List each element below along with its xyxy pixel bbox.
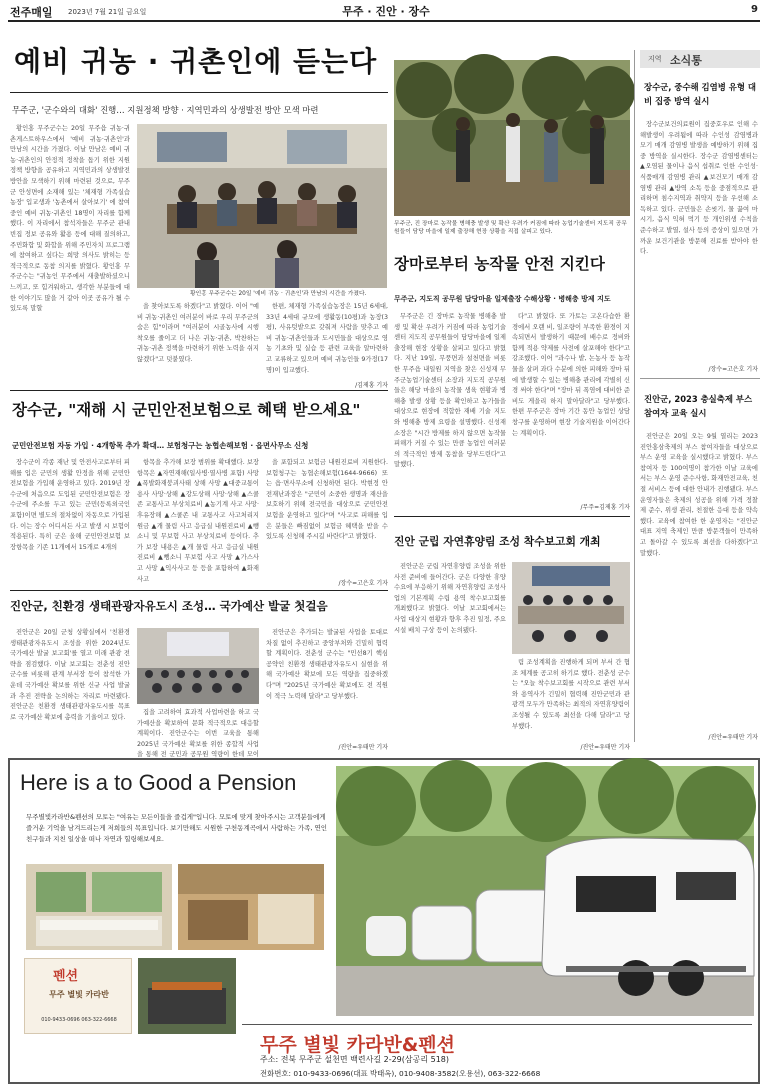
lead-col1: 황인홍 무주군수는 20일 무주읍 귀농·귀촌게스트하우스에서 '예비 귀농·귀촌인'과 만남의 시간을 가졌다. 이날 만남은 예비 귀농·귀촌인의 안정적 정착을 돕기 위한 지원정책 방향을 공유하고 지역민과의 상생발전 방안을 모색하기 위해 마련된 것으로, 무주군 안성면에 소재해 있는 '체재형 가족실습농장' 입교생과 '농촌에서 살아보기' 에 참여 중인 예비 귀농·귀촌인 18명이 자리를 함께 했다. 이 자리에서 참석자들은 무주군 관내 빈집 정보 공유와 활용 등에 대해 질의하고, 주민화합 및 화합을 위해 주민자치 프로그램에 참여하고 싶다는 희망 의사도 밝히는 등 적극적으로 동참 의지를 밝혔다. 황인홍 무주군수는 "귀농인 무주에서 새출발하셨으니 느끼고, 또 힘겨워하고, 생각한 부분들에 대한 이야기도 많을 거 같아 이곳 공유가 될 수 있도록 말할 — [10, 125, 130, 313]
masthead — [10, 4, 762, 20]
farm-bottom-rule — [394, 516, 630, 517]
ad-logo-top: 펜션 — [53, 969, 79, 984]
orchard-photo-icon — [394, 60, 630, 216]
ad-title: Here is a to Good a Pension — [20, 770, 297, 795]
masthead-paper: 전주매일 — [10, 6, 53, 19]
forest-photo — [512, 562, 630, 654]
briefing-photo-icon — [512, 562, 630, 654]
sidebar-news2-body: 진안군은 20일 오는 9월 열리는 2023 진안홍삼축제의 부스 참여자들을 대상으로 부스 운영 교육을 실시했다고 밝혔다. 부스 참여자 등 100여명이 참가한 이날 교육에서는 부스 운영 준수사항, 화재안전교육, 친절 서비스 등에 대한 안내가 진행됐다. 부스 운영자들은 축제의 성공을 위해 가격 정찰제 준수, 위생 관리, 친절한 응대 등을 약속했다. 교육에 참여한 한 운영자는 "진안군 대표 지역 축제인 만큼 방문객들이 만족하고 돌아갈 수 있도록 최선을 다하겠다"고 말했다. — [640, 433, 758, 557]
sidebar-divider — [634, 50, 635, 742]
farm-col2: 다"고 밝혔다. 또 가토는 고온다습한 환경에서 오랜 비, 일조량이 부족한 환경이 지속되면서 발생하기 때문에 배수로 정비와 함께 적용 약제를 사전에 살포해야 한다"고 강조했다. 이어 "과수나 밭, 논농사 등 농작물을 살펴 과다 수분에 의한 피해와 장마 뒤에 발생할 수 있는 병해충 관리에 각별히 신경 써야 한다"며 "장마 뒤 폭염에 대비한 준비도 게을리 하지 말아달라"고 당부했다. 한편 무주군은 장마 기간 동안 농업인 상담창구를 운영하며 현장 기술지원을 이어간다는 계획이다. — [512, 313, 630, 437]
ad-phone-row — [260, 1068, 540, 1079]
forest-col2: 림 조성계획을 진행하게 되며 부서 간 협조 체계를 공고히 하기로 했다. 전춘성 군수는 "오늘 착수보고회를 시작으로 관련 부서와 용역사가 긴밀히 협력해 진안군민과 관광객 모두가 만족하는 최적의 자연휴양림이 조성될 수 있도록 최선을 다해 달라"고 당부했다. — [512, 659, 630, 730]
sidebar-news2-title: 진안군, 2023 충실축제 부스 참여자 교육 실시 — [644, 394, 753, 418]
farm-subhead: 무주군, 지도직 공무원 담당마을 일제출장 수해상황 · 병해충 방제 지도 — [394, 295, 611, 303]
seminar-photo-icon — [137, 628, 259, 704]
ad-divider — [242, 1024, 752, 1025]
ad-address: 전북 무주군 설천면 백련사길 2-29(삼공리 518) — [280, 1055, 450, 1064]
ad-phone: 010-9433-0696(대표 박태옥), 010-9408-3582(오용선), 063-322-6668 — [293, 1069, 541, 1078]
sidebar-header-prefix: 지역 — [648, 55, 662, 63]
sidebar-mid-rule — [640, 378, 760, 379]
ad-photo-3 — [138, 958, 236, 1034]
camper-photo-icon — [336, 766, 754, 1016]
ad-box — [8, 758, 760, 1084]
insurance-bottom-rule — [10, 590, 388, 591]
sidebar-news2-byline: /진안=우태만 기자 — [708, 734, 758, 741]
insurance-headline: 장수군, "재해 시 군민안전보험으로 혜택 받으세요" — [12, 401, 361, 419]
ad-address-row — [260, 1054, 449, 1065]
ad-intro: 무주별빛카라반&펜션의 모토는 "여유는 모든이들을 즐겁게"입니다. 모토에 맞게 찾아주시는 고객분들에게 즐거운 기억을 남겨드리는게 저희들의 목표입니다. 보기만해도 시원한 구천동계곡에서 사람하는 가족, 연인 친구들과 지친 일상을 떠나 자연과 힐링해보세요. — [26, 813, 328, 843]
masthead-date: 2023년 7월 21일 금요일 — [68, 8, 147, 16]
eco-col2: 집을 고려하여 효과적 사업마련을 하고 국가예산을 확보하여 문화 적극적으로 대응할 계획이다. 진안군수는 이번 교육을 통해 2025년 국가예산 확보를 위한 종합적 사업을 통해 전 군민과 공무원 역량이 한데 모이 — [137, 709, 259, 759]
insurance-byline: /장수=고은호 기자 — [338, 580, 388, 587]
eco-col1: 진안군은 20일 군청 상황실에서 '친환경 생태관광자유도시 조성을 위한 2024년도 국가예산 발굴 보고회'를 열고 미래 관광 전략을 점검했다. 이날 보고회는 전춘성 진안군수를 비롯해 관계 부서장 등이 참석한 가운데 국가예산 확보를 위한 신규 사업 발굴과 추진 전략을 논의하는 자리로 마련됐다. 진안군은 친환경 생태관광자유도시를 목표로 국가예산 확보에 총력을 기울이고 있다. — [10, 629, 130, 721]
ad-logo-mid: 무주 별빛 카라반 — [49, 990, 109, 999]
masthead-section: 무주 · 진안 · 장수 — [342, 5, 430, 18]
insurance-col3: 을 포함되고 보험금 내원진료비 지원한다. 보험청구는 농협손해보험(1644-9666) 또는 읍·면사무소에 신청하면 된다. 박현정 안전재난과장은 "군민이 소중한 생명과 재산을 보호하기 위해 전국민을 대상으로 군민안전보험을 운영하고 있다"며 "사고로 피해를 입은 분들은 빠짐없이 보험금 혜택을 받을 수 있도록 신청해 주시길 바란다"고 밝혔다. — [266, 459, 388, 541]
insurance-subhead: 군민안전보험 자동 가입 · 4개항목 추가 확대… 보험청구는 농협손해보험 · 읍면사무소 신청 — [12, 441, 309, 450]
lead-col3: 한편, 체재형 가족실습농장은 15년 6세대, 33년 4세대 규모에 생활동(10평)과 농장(3평), 사유텃밭으로 갖춰져 사람을 맞추고 예비 귀농·귀촌인들과 도시민들을 대상으로 영농 기초와 및 실습 등 관련 교육을 알마련하고 교류하고 있으며 예비 귀농인들 9가정(17명)이 입교했다. — [266, 303, 388, 374]
eco-headline: 진안군, 친환경 생태관광자유도시 조성… 국가예산 발굴 첫걸음 — [10, 599, 328, 613]
interior-photo-icon — [178, 864, 324, 950]
farm-headline: 장마로부터 농작물 안전 지킨다 — [394, 255, 605, 273]
ad-logo — [24, 958, 132, 1034]
masthead-rule — [8, 20, 760, 22]
sidebar-news1-byline: /장수=고은호 기자 — [708, 366, 758, 373]
lead-headline: 예비 귀농 · 귀촌인에 듣는다 — [14, 45, 378, 78]
forest-byline: /진안=우태만 기자 — [580, 744, 630, 751]
lead-headline-rule — [10, 92, 388, 93]
ad-logo-phone: 010-9433-0696 063-322-6668 — [41, 1017, 117, 1023]
lead-photo-caption: 황인홍 무주군수는 20일 '예비 귀농 · 귀촌인'과 만남의 시간을 가졌다. — [190, 291, 367, 297]
farm-byline: /무주=김제홍 기자 — [580, 504, 630, 511]
farm-col1: 무주군은 긴 장마로 농작물 병해충 발생 및 확산 우려가 커짐에 따라 농업기술센터 지도직 공무원들이 담당마을에 일제 출장해 현장 상황을 살피고 있다고 밝혔다. 지난 19일, 무풍면과 설천면을 비롯한 무주읍 내일원 지역을 찾은 신성재 무주군농업기술센터 소장과 지도직 공무원들은 해당 마을의 농작물 생육 현황과 병해충 발생 상황 등을 확인하고 농가들을 대상으로 현장에 적합한 재배 기술 지도와 병해충 방제 요령을 설명했다. 신성재 소장은 "시간 방제를 하지 않으면 농작물 피해가 커질 수 있는 만큼 농업인 여러분의 적극적인 방제 동참을 당부드린다"고 말했다. — [394, 313, 506, 469]
meeting-photo-icon — [137, 124, 387, 288]
ad-address-label: 주소: — [260, 1055, 279, 1064]
forest-col1: 진안군은 군립 자연휴양림 조성을 위한 사전 준비에 들어간다. 군은 다양한 휴양수요에 부응하기 위해 자연휴양림 조성사업의 기본계획 수립 용역 착수보고회를 개최했다고 밝혔다. 이날 보고회에서는 사업 대상지 현황과 향후 추진 일정, 주요 시설 배치 구상 등이 논의됐다. — [394, 563, 506, 634]
lead-photo — [137, 124, 387, 288]
eco-byline: /진안=우태만 기자 — [338, 744, 388, 751]
ad-photo-1 — [26, 864, 172, 950]
lead-bottom-rule — [10, 390, 388, 391]
lead-col2: 을 찾아보도록 하겠다"고 밝혔다. 이어 "예비 귀농·귀촌인 여러분이 바로 우리 무주군의 숨은 힘"이라며 "여러분이 시골농사에 시행착오를 줄이고 더 나은 귀농·귀촌, 박찬하는 귀농·귀촌 정책을 마련하기 위한 노력을 쉬지 않겠다"고 덧붙였다. — [137, 303, 259, 363]
eco-photo — [137, 628, 259, 704]
farm-photo-caption: 무주군, 진 장마로 농작물 병해충 발생 및 확산 우려가 커짐에 따라 농업기술센터 지도직 공무원들이 담당 마을에 일제 출장해 현장 상황을 직접 살피고 있다. — [394, 221, 627, 235]
ad-camper-photo — [336, 766, 754, 1016]
lead-subhead: 무주군, '군수와의 대화' 진행… 지원정책 방향 · 지역민과의 상생발전 방안 모색 마련 — [12, 105, 319, 115]
sidebar-news1-title: 장수군, 중수해 김염병 유형 대비 집중 방역 실시 — [644, 82, 756, 106]
lead-byline: /김제홍 기자 — [355, 382, 388, 389]
insurance-col2: 항목을 추가해 보장 범위를 확대했다. 보장항목은 ▲자연재해(일사병·열사병 포함) 사망 ▲폭발화재붕괴사태 상해 사망 ▲대중교통이용사 사망·상해 ▲강도상해 사망·상해 ▲스쿨존 교통사고 부상치료비 ▲농기계 사고 사망·후유장해 ▲스쿨존 내 교통사고 사고처리지원금 ▲개 물림 사고 응급실 내원진료비 ▲뺑소니 및 무보험 사고 부상치료비 등이다. 추가 보장 내용은 ▲개 물림 사고 응급실 내원진료비 ▲뺑소니 무보험 사고 사망 ▲가스사고 사망 ▲익사사고 등 등을 포함하여 ▲화재사고 — [137, 459, 259, 583]
bedroom-photo-icon — [26, 864, 172, 950]
insurance-col1: 장수군이 각종 재난 및 안전사고로부터 피해를 입은 군민의 생활 안정을 위해 군민안전보험을 가입해 운영하고 있다. 2019년 장수군에 처음으로 도입된 군민안전보험은 장수군에 주소를 두고 있는 군민(등록외국인 포함)이면 별도의 절차없이 자동으로 가입된다. 이는 장수 어디서든 사고 발생 시 보험이 적용된다. 특히 군은 올해 군민안전보험 보장항목을 기존 11개에서 15개로 4개의 — [10, 459, 130, 551]
sidebar-header-title: 소식통 — [670, 54, 702, 67]
forest-headline: 진안 군립 자연휴양림 조성 착수보고회 개최 — [394, 535, 601, 548]
farm-photo — [394, 60, 630, 216]
sidebar-news1-body: 장수군보건의료원이 집중호우로 인해 수해발생이 우려됨에 따라 수인성 감염병과 모기 매개 감염병 발생을 예방하기 위해 집중 방역을 실시한다. 장수군 감염병센터는 ▲오염된 물이나 음식 섭취로 인한 수인성·식품매개 감염병 관리 ▲보건모기 매개 감염병 관리 ▲방역 소독 등을 중점적으로 관리하며 침수지역과 취약지 등을 우선해 소독하고 있다. 군민들은 손씻기, 물 끓여 마시기, 음식 익혀 먹기 등 개인위생 수칙을 준수하고 발열, 설사 등의 증상이 있으면 가까운 보건기관을 방문해 진료를 받아야 한다. — [640, 121, 758, 256]
sidebar-header — [640, 50, 760, 68]
page-number: 9 — [751, 4, 758, 15]
bbq-photo-icon — [138, 958, 236, 1034]
ad-name: 무주 별빛 카라반&펜션 — [260, 1034, 455, 1056]
ad-photo-2 — [178, 864, 324, 950]
eco-col3: 진안군은 추가되는 발굴된 사업을 토대로 차질 없이 추진하고 중앙부처와 긴밀히 협력할 계획이다. 전춘성 군수는 "민선8기 핵심 공약인 친환경 생태관광자유도시 실현을 위해 국가예산 확보에 모든 역량을 집중하겠다"며 "2025년 국가예산 확보에도 전 직원이 적극 노력해 달라"고 당부했다. — [266, 629, 388, 700]
ad-phone-label: 전화번호: — [260, 1069, 292, 1078]
